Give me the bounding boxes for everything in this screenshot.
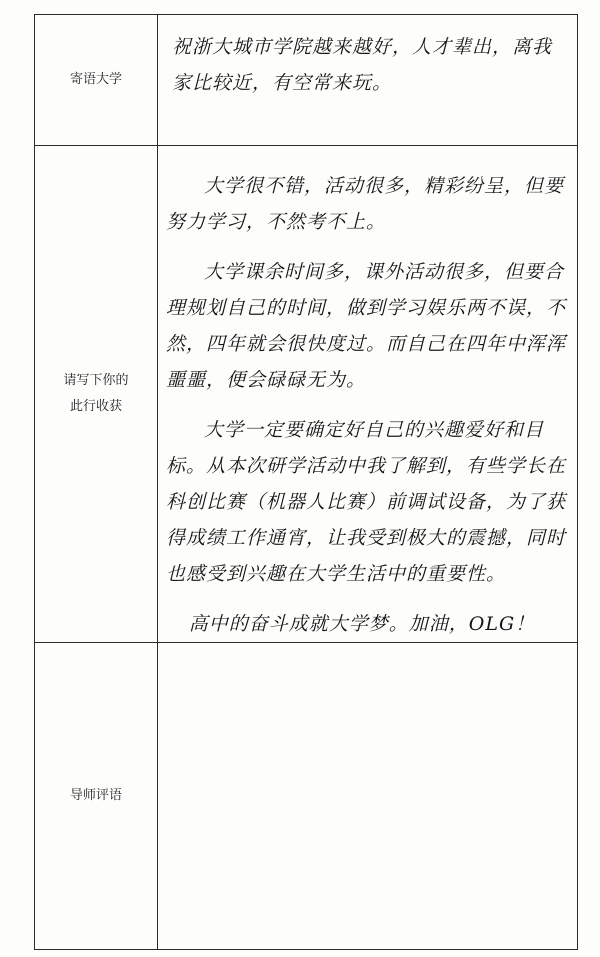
university-wish-cell [158,15,578,146]
label-line: 此行收获 [69,399,122,414]
label-line: 寄语大学 [69,72,122,87]
label-line: 导师评语 [69,788,122,803]
label-trip-harvest [35,146,158,643]
trip-harvest-cell [158,146,578,643]
form-row-trip-harvest [35,146,578,643]
university-wish-text: 祝浙大城市学院越来越好，人才辈出，离我家比较近，有空常来玩。 [172,36,553,94]
harvest-paragraph: 大学一定要确定好自己的兴趣爱好和目标。从本次研学活动中我了解到，有些学长在科创比赛（机器人比赛）前调试设备，为了获得成绩工作通宵，让我受到极大的震撼，同时也感受到兴趣在大学生活中的重要性。 [166,419,567,585]
label-mentor-comment [35,643,158,950]
trip-harvest-body [158,146,577,642]
label-university-wish [35,15,158,146]
mentor-comment-cell [158,643,578,950]
reflection-form-table [34,14,578,950]
harvest-paragraph: 大学课余时间多，课外活动很多，但要合理规划自己的时间，做到学习娱乐两不误，不然，四年就会很快度过。而自己在四年中浑浑噩噩，便会碌碌无为。 [166,261,567,391]
harvest-paragraph: 大学很不错，活动很多，精彩纷呈，但要努力学习，不然考不上。 [166,175,565,233]
harvest-closing-line: 高中的奋斗成就大学梦。加油，OLG！ [188,613,536,635]
form-row-mentor-comment [35,643,578,950]
form-row-university-wish [35,15,578,146]
label-line: 请写下你的 [63,373,129,388]
mentor-comment-empty-area [158,643,577,949]
